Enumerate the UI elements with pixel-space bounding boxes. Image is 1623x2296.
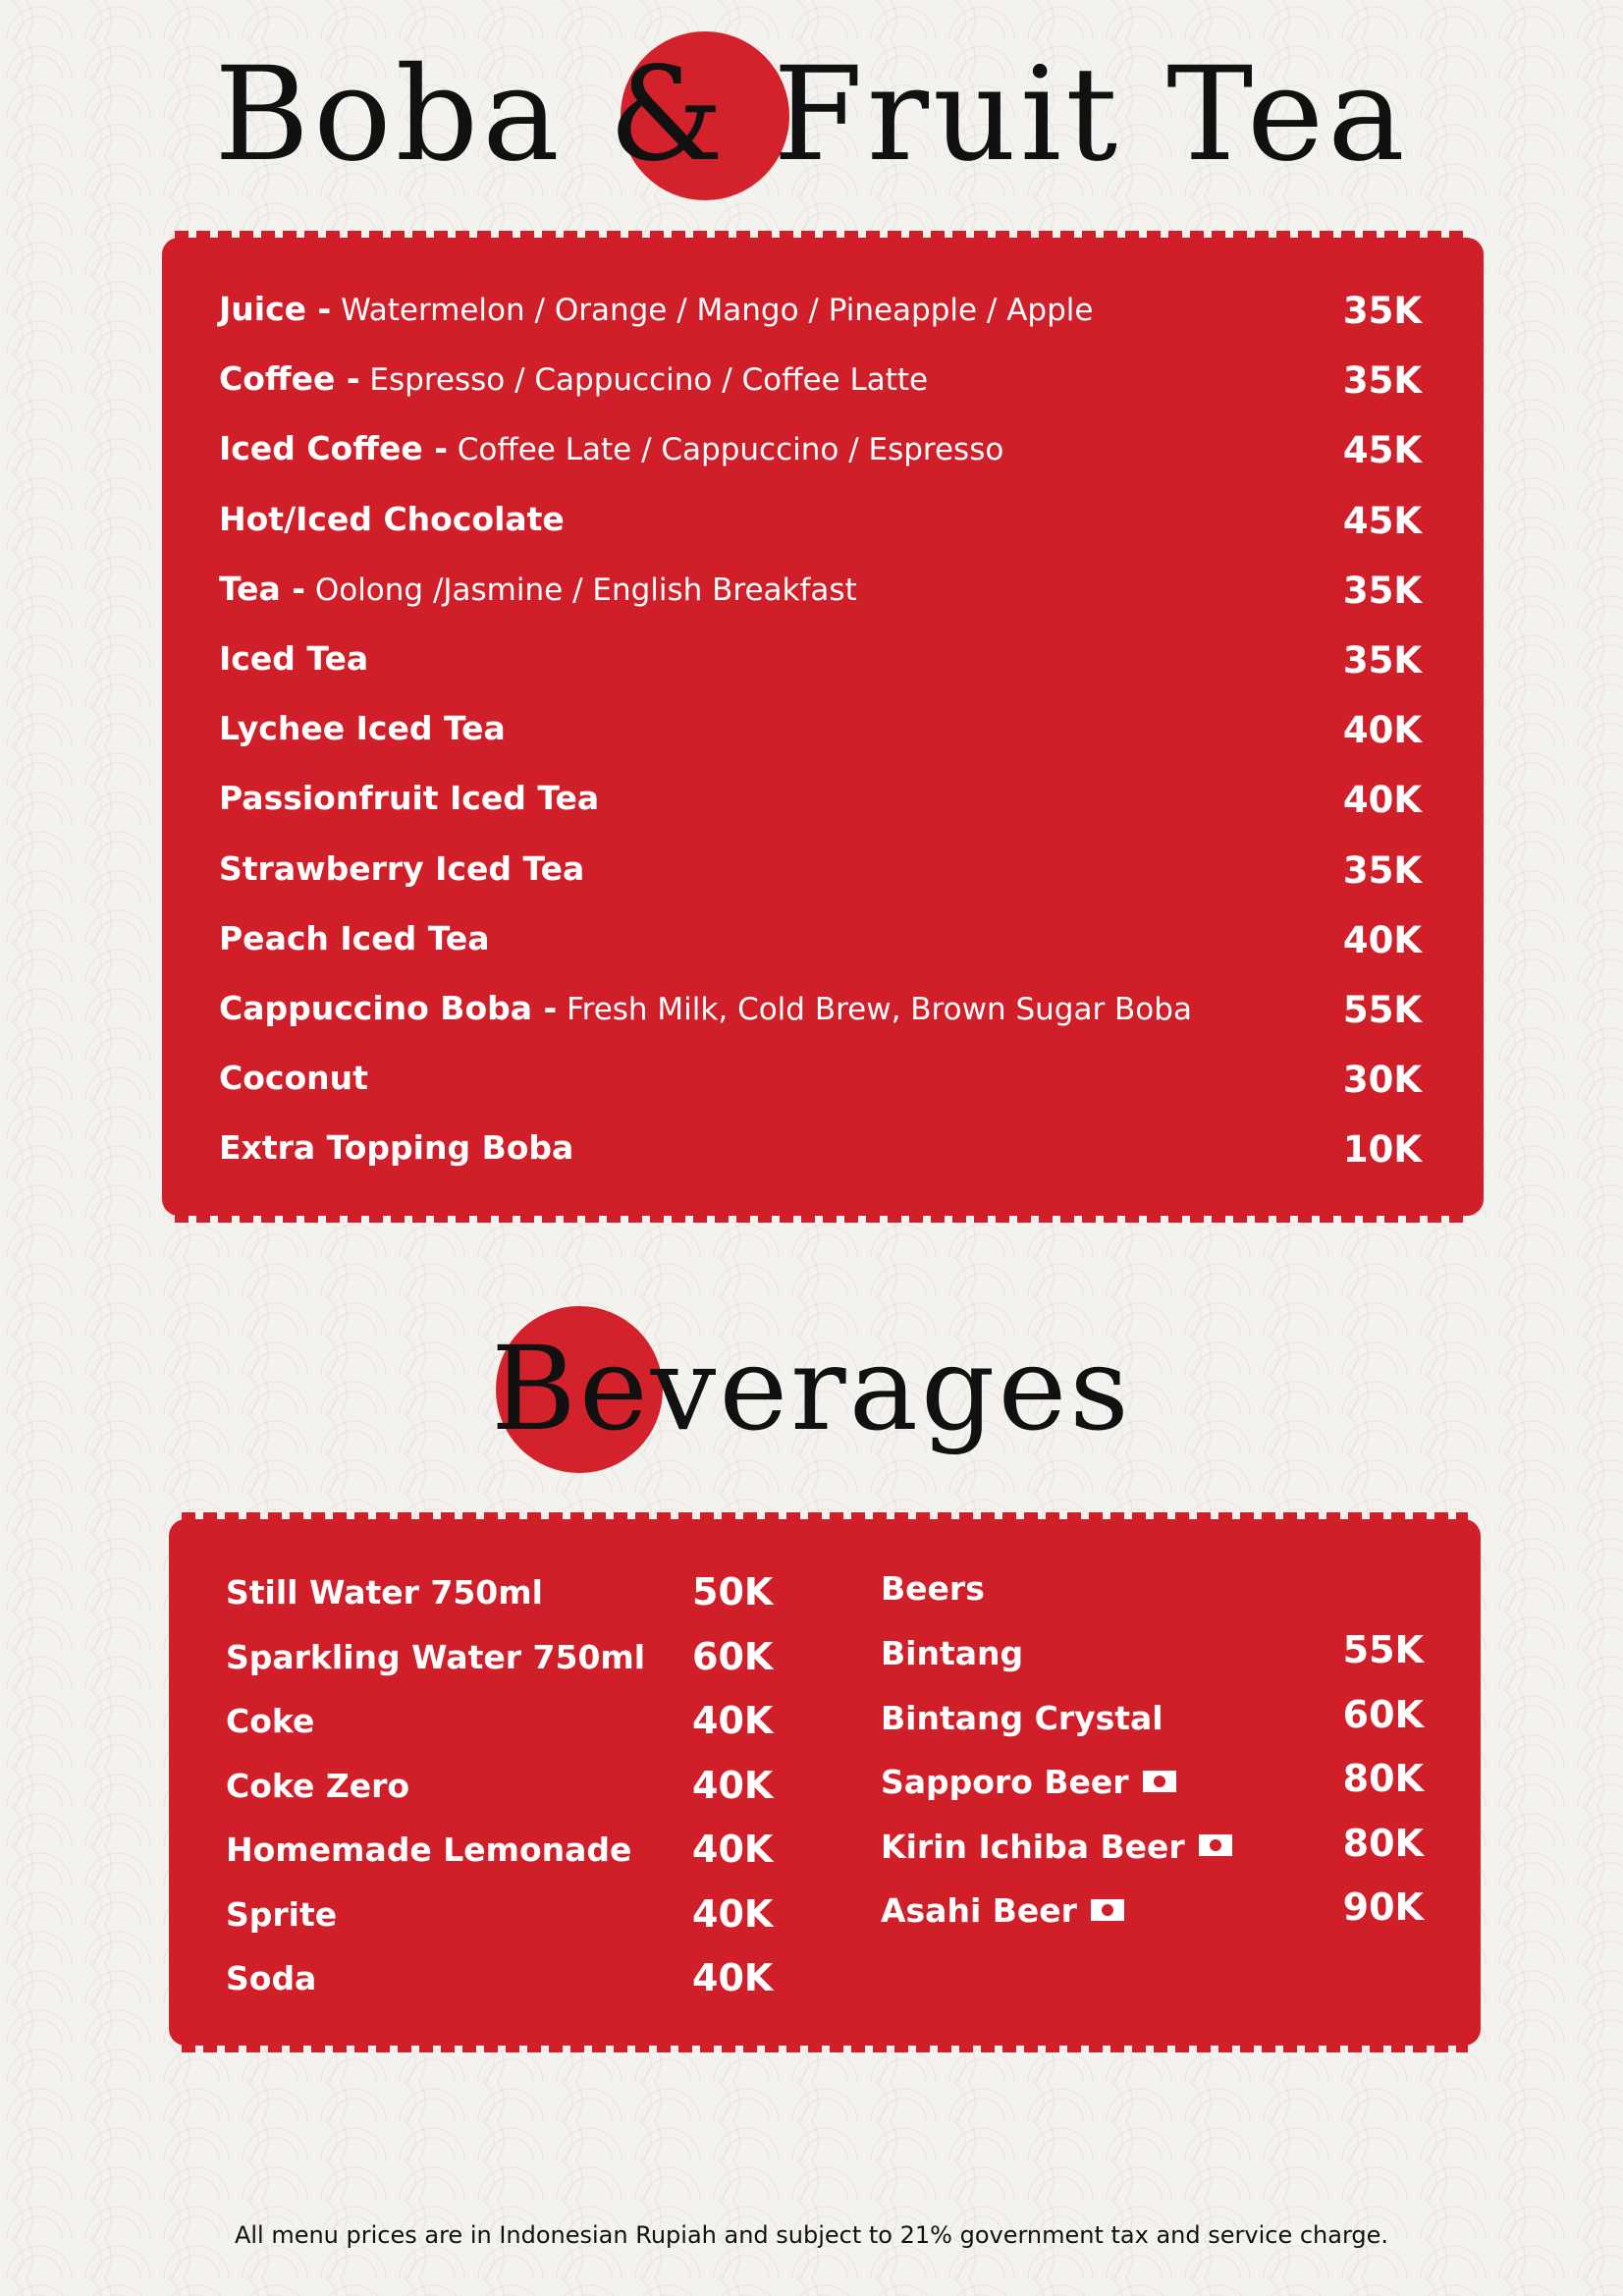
item-name: Juice - <box>219 290 332 328</box>
beer-price: 80K <box>1342 1757 1424 1800</box>
item-name: Iced Tea <box>219 639 369 678</box>
item-name: Iced Coffee - <box>219 429 448 468</box>
item-name: Hot/Iced Chocolate <box>219 499 565 538</box>
beverage-name: Sparkling Water 750ml <box>226 1637 646 1676</box>
beverage-price: 60K <box>692 1634 774 1678</box>
beer-item <box>881 1828 1232 1866</box>
beverage-price: 40K <box>692 1956 774 1999</box>
beer-price: 80K <box>1342 1821 1424 1865</box>
section-title-beverages: Beverages <box>491 1321 1132 1456</box>
menu-item <box>219 500 1422 549</box>
menu-item <box>219 639 1422 688</box>
item-price: 40K <box>1342 709 1422 752</box>
item-name: Strawberry Iced Tea <box>219 848 585 888</box>
menu-item <box>219 779 1422 828</box>
menu-item <box>219 290 1422 339</box>
item-price: 45K <box>1342 429 1422 472</box>
menu-item <box>219 359 1422 409</box>
menu-item-name <box>219 849 584 888</box>
item-price: 40K <box>1342 918 1422 961</box>
boba-menu-panel <box>165 241 1481 1213</box>
item-description: Espresso / Cappuccino / Coffee Latte <box>359 362 929 399</box>
menu-item-name <box>219 429 1003 467</box>
beer-price: 55K <box>1342 1628 1424 1671</box>
beer-name: Bintang <box>881 1634 1024 1672</box>
beer-price: 90K <box>1342 1886 1424 1929</box>
beer-item <box>881 1634 1023 1672</box>
section-title-boba: Boba & Fruit Tea <box>214 39 1409 191</box>
item-name: Extra Topping Boba <box>219 1128 574 1168</box>
japan-flag-icon <box>1199 1834 1232 1856</box>
item-name: Coffee - <box>219 359 360 399</box>
menu-item <box>219 570 1422 619</box>
japan-flag-icon <box>1143 1771 1176 1792</box>
beer-item <box>881 1891 1124 1930</box>
beverage-price: 40K <box>692 1828 774 1871</box>
japan-flag-icon <box>1091 1899 1124 1921</box>
menu-item-name <box>219 779 599 817</box>
item-description: Coffee Late / Cappuccino / Espresso <box>447 432 1004 468</box>
beverage-name: Coke Zero <box>226 1766 410 1805</box>
menu-item-name <box>219 290 1093 328</box>
item-name: Cappuccino Boba - <box>219 989 558 1027</box>
beverage-price: 40K <box>692 1763 774 1807</box>
item-price: 40K <box>1342 779 1422 822</box>
item-price: 35K <box>1342 569 1422 612</box>
menu-item-name <box>219 989 1192 1027</box>
menu-item <box>219 1059 1422 1108</box>
beer-name: Sapporo Beer <box>881 1763 1129 1801</box>
item-price: 35K <box>1342 290 1422 332</box>
menu-item-name <box>219 1059 368 1097</box>
menu-item <box>219 989 1422 1038</box>
menu-item <box>219 429 1422 478</box>
beverage-name: Sprite <box>226 1894 338 1934</box>
beverage-price: 50K <box>692 1570 774 1613</box>
beverage-name: Coke <box>226 1702 315 1740</box>
menu-item <box>219 849 1422 899</box>
beer-price: 60K <box>1342 1692 1424 1736</box>
footer-note: All menu prices are in Indonesian Rupiah and subject to 21% government tax and service charge. <box>234 2221 1389 2249</box>
item-price: 45K <box>1342 499 1422 542</box>
item-name: Coconut <box>219 1059 368 1098</box>
menu-item-name <box>219 709 506 747</box>
item-price: 55K <box>1342 989 1422 1031</box>
menu-item-name <box>219 570 857 608</box>
menu-item <box>219 919 1422 968</box>
item-description: Fresh Milk, Cold Brew, Brown Sugar Boba <box>557 992 1192 1027</box>
beverage-name: Soda <box>226 1959 317 1997</box>
menu-item-name <box>219 1128 573 1167</box>
menu-item-name <box>219 500 565 538</box>
beer-item <box>881 1763 1176 1801</box>
beverages-menu-panel <box>172 1522 1478 2043</box>
item-name: Passionfruit Iced Tea <box>219 779 600 818</box>
item-name: Lychee Iced Tea <box>219 709 506 748</box>
menu-item-name <box>219 639 368 678</box>
menu-item <box>219 709 1422 758</box>
beverage-price: 40K <box>692 1891 774 1936</box>
item-description: Oolong /Jasmine / English Breakfast <box>304 572 857 608</box>
beer-name: Asahi Beer <box>881 1891 1077 1930</box>
item-price: 10K <box>1342 1128 1422 1172</box>
beverage-name: Homemade Lemonade <box>226 1831 632 1869</box>
item-price: 35K <box>1342 848 1422 892</box>
beer-name: Kirin Ichiba Beer <box>881 1827 1185 1866</box>
beer-item <box>881 1699 1163 1737</box>
beverage-name: Still Water 750ml <box>226 1573 543 1612</box>
menu-item-name <box>219 359 928 398</box>
item-name: Tea - <box>219 569 305 608</box>
beers-heading: Beers <box>881 1569 985 1608</box>
menu-item <box>219 1128 1422 1177</box>
beverage-price: 40K <box>692 1699 774 1742</box>
item-name: Peach Iced Tea <box>219 918 490 957</box>
item-description: Watermelon / Orange / Mango / Pineapple / Apple <box>331 293 1094 328</box>
item-price: 35K <box>1342 639 1422 682</box>
beer-name: Bintang Crystal <box>881 1698 1163 1737</box>
item-price: 30K <box>1342 1059 1422 1102</box>
item-price: 35K <box>1342 359 1422 403</box>
menu-item-name <box>219 919 490 957</box>
